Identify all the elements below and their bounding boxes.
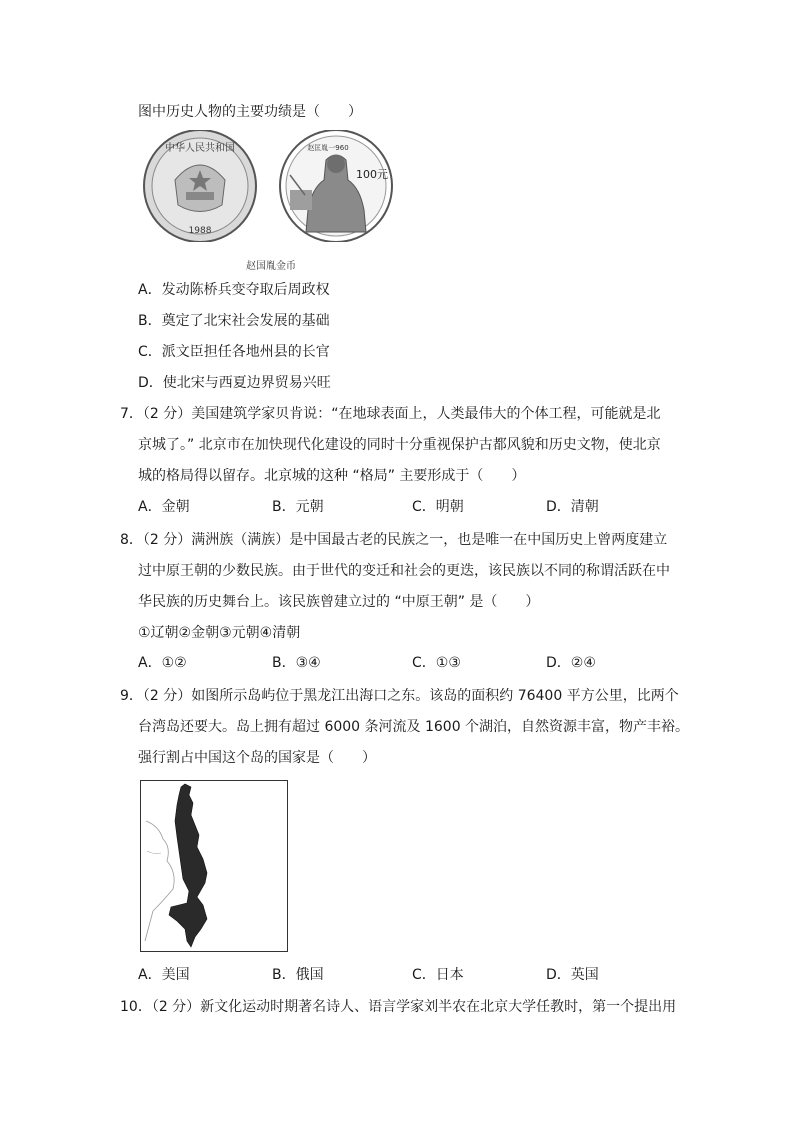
- island-map: [140, 780, 288, 952]
- coin-caption: 赵国胤金币: [246, 261, 296, 272]
- q6-stem-tail: 图中历史人物的主要功绩是（ ）: [138, 104, 362, 120]
- q7-option-d: D．清朝: [546, 499, 599, 515]
- q9-option-b: B．俄国: [272, 967, 324, 983]
- island-shape: [169, 784, 207, 947]
- q8-line-1: 8．（2 分）满洲族（满族）是中国最古老的民族之一，也是唯一在中国历史上曾两度建立: [120, 532, 668, 548]
- q8-option-d: D．②④: [546, 655, 596, 671]
- coin-back-text: 赵匡胤一960: [307, 144, 349, 152]
- q9-option-c: C．日本: [412, 967, 464, 983]
- q10-line-1: 10．（2 分）新文化运动时期著名诗人、语言学家刘半农在北京大学任教时，第一个提出用: [120, 999, 677, 1015]
- q7-option-a: A．金朝: [138, 499, 190, 515]
- q8-option-b: B．③④: [272, 655, 321, 671]
- q6-option-c: C．派文臣担任各地州县的长官: [138, 344, 330, 360]
- coin-front-year: 1988: [188, 226, 212, 236]
- coin-front: [144, 130, 256, 242]
- coin-back-value: 100元: [356, 168, 388, 181]
- q7-line-2: 京城了。” 北京市在加快现代化建设的同时十分重视保护古都风貌和历史文物，使北京: [138, 437, 661, 453]
- coin-figure: [140, 130, 400, 242]
- q8-choices: ①辽朝②金朝③元朝④清朝: [138, 625, 301, 641]
- coin-back: [280, 130, 392, 242]
- q7-line-1: 7．（2 分）美国建筑学家贝肯说：“在地球表面上，人类最伟大的个体工程，可能就是北: [120, 406, 661, 422]
- q7-option-b: B．元朝: [272, 499, 324, 515]
- q9-option-a: A．美国: [138, 967, 190, 983]
- q8-line-3: 华民族的历史舞台上。该民族曾建立过的 “中原王朝” 是（ ）: [138, 594, 540, 610]
- q9-line-3: 强行割占中国这个岛的国家是（ ）: [138, 750, 376, 766]
- q7-option-c: C．明朝: [412, 499, 464, 515]
- q8-option-a: A．①②: [138, 655, 187, 671]
- q6-option-d: D．使北宋与西夏边界贸易兴旺: [138, 375, 331, 391]
- q9-option-d: D．英国: [546, 967, 599, 983]
- q7-line-3: 城的格局得以留存。北京城的这种 “格局” 主要形成于（ ）: [138, 468, 526, 484]
- q6-option-a: A．发动陈桥兵变夺取后周政权: [138, 282, 330, 298]
- q6-option-b: B．奠定了北宋社会发展的基础: [138, 313, 330, 329]
- q8-option-c: C．①③: [412, 655, 461, 671]
- q8-line-2: 过中原王朝的少数民族。由于世代的变迁和社会的更迭，该民族以不同的称谓活跃在中: [138, 563, 670, 579]
- q9-line-2: 台湾岛还要大。岛上拥有超过 6000 条河流及 1600 个湖泊，自然资源丰富，物产丰裕。: [138, 719, 690, 735]
- coin-front-text: 中华人民共和国: [165, 143, 235, 154]
- q9-line-1: 9．（2 分）如图所示岛屿位于黑龙江出海口之东。该岛的面积约 76400 平方公里，比两个: [120, 688, 679, 704]
